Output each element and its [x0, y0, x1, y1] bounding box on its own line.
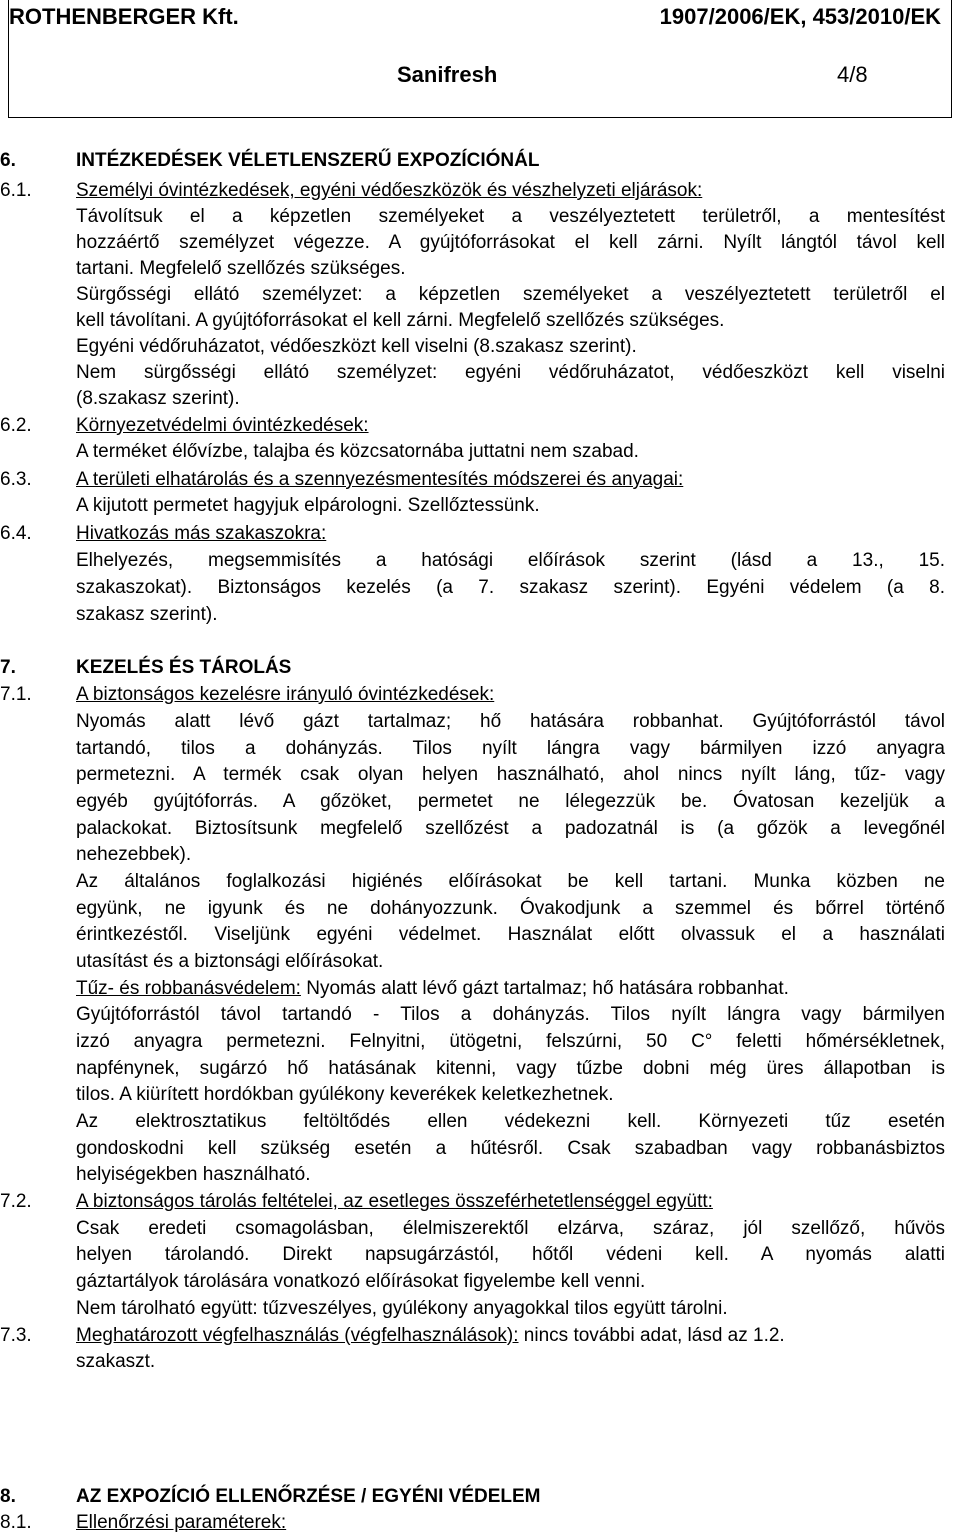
section-6-1-number: 6.1.	[0, 180, 32, 201]
section-7-title: KEZELÉS ÉS TÁROLÁS	[76, 657, 292, 678]
section-6-4-number: 6.4.	[0, 523, 32, 544]
paragraph-line: tartandó, tilos a dohányzás. Tilos nyílt lángra vagy bármilyen izzó anyagra	[76, 738, 945, 759]
paragraph-line: Az elektrosztatikus feltöltődés ellen védekezni kell. Környezeti tűz esetén	[76, 1111, 945, 1132]
section-6-2-number: 6.2.	[0, 415, 32, 436]
paragraph-line: (8.szakasz szerint).	[76, 388, 240, 409]
paragraph-line: Távolítsuk el a képzetlen személyeket a veszélyeztetett területről, a mentesítést	[76, 206, 945, 227]
paragraph-line: Sürgősségi ellátó személyzet: a képzetlen személyeket a veszélyeztetett területről el	[76, 284, 945, 305]
fire-protection-line	[76, 978, 789, 1000]
section-6-4-heading: Hivatkozás más szakaszokra:	[76, 523, 327, 544]
paragraph-line: A terméket élővízbe, talajba és közcsatornába juttatni nem szabad.	[76, 441, 639, 462]
paragraph-line: izzó anyagra permetezni. Felnyitni, ütögetni, felszúrni, 50 C° feletti hőmérsékletnek,	[76, 1031, 945, 1052]
paragraph-line: Elhelyezés, megsemmisítés a hatósági előírások szerint (lásd a 13., 15.	[76, 550, 945, 571]
paragraph-line: érintkezéstől. Viseljünk egyéni védelmet. Használat előtt olvassuk el a használati	[76, 924, 945, 945]
section-8-1-number: 8.1.	[0, 1512, 32, 1533]
regulation-reference: 1907/2006/EK, 453/2010/EK	[659, 4, 941, 29]
section-7-1-heading: A biztonságos kezelésre irányuló óvintézkedések:	[76, 684, 495, 705]
section-7-2-number: 7.2.	[0, 1191, 32, 1212]
paragraph-line: szakaszt.	[76, 1351, 156, 1372]
paragraph-line: gáztartályok tárolására vonatkozó előírásokat figyelembe kell venni.	[76, 1271, 646, 1292]
section-8-title: AZ EXPOZÍCIÓ ELLENŐRZÉSE / EGYÉNI VÉDELEM	[76, 1486, 541, 1507]
section-6-3-number: 6.3.	[0, 469, 32, 490]
section-6-title: INTÉZKEDÉSEK VÉLETLENSZERŰ EXPOZÍCIÓNÁL	[76, 150, 540, 171]
paragraph-line: együnk, ne igyunk és ne dohányozzunk. Óvakodjunk a szemmel és bőrrel történő	[76, 898, 945, 919]
paragraph-line: permetezni. A termék csak olyan helyen használható, ahol nincs nyílt láng, tűz- vagy	[76, 764, 945, 785]
paragraph-line: tartani. Megfelelő szellőzés szükséges.	[76, 258, 406, 279]
section-6-1-heading: Személyi óvintézkedések, egyéni védőeszközök és vészhelyzeti eljárások:	[76, 180, 703, 201]
paragraph-line: Nem tárolható együtt: tűzveszélyes, gyúlékony anyagokkal tilos együtt tárolni.	[76, 1298, 728, 1319]
section-7-3-text: nincs további adat, lásd az 1.2.	[518, 1325, 785, 1346]
section-7-3-heading: Meghatározott végfelhasználás (végfelhasználások):	[76, 1325, 519, 1346]
section-7-1-number: 7.1.	[0, 684, 32, 705]
section-8-number: 8.	[0, 1486, 16, 1507]
section-7-3-number: 7.3.	[0, 1325, 32, 1346]
paragraph-line: Egyéni védőruházatot, védőeszközt kell viselni (8.szakasz szerint).	[76, 336, 637, 357]
paragraph-line: napfénynek, sugárzó hő hatásának kitenni, vagy tűzbe dobni még üres állapotban is	[76, 1058, 945, 1079]
fire-protection-label: Tűz- és robbanásvédelem:	[76, 978, 301, 999]
section-7-number: 7.	[0, 657, 16, 678]
fire-protection-text: Nyomás alatt lévő gázt tartalmaz; hő hatására robbanhat.	[300, 978, 789, 999]
paragraph-line: hozzáértő személyzet végezze. A gyújtóforrásokat el kell zárni. Nyílt lángtól távol kell	[76, 232, 945, 253]
paragraph-line: tilos. A kiürített hordókban gyúlékony keverékek keletkezhetnek.	[76, 1084, 614, 1105]
paragraph-line: helyen tárolandó. Direkt napsugárzástól, hőtől védeni kell. A nyomás alatti	[76, 1244, 945, 1265]
paragraph-line: egyéb gyújtóforrás. A gőzöket, permetet ne lélegezzük be. Óvatosan kezeljük a	[76, 791, 945, 812]
section-7-2-heading: A biztonságos tárolás feltételei, az esetleges összeférhetetlenséggel együtt:	[76, 1191, 713, 1212]
page-header	[8, 0, 952, 118]
product-name: Sanifresh	[397, 62, 498, 87]
paragraph-line: palackokat. Biztosítsunk megfelelő szellőzést a padozatnál is (a gőzök a levegőnél	[76, 818, 945, 839]
paragraph-line: szakaszokat). Biztonságos kezelés (a 7. szakasz szerint). Egyéni védelem (a 8.	[76, 577, 945, 598]
paragraph-line: Az általános foglalkozási higiénés előírásokat be kell tartani. Munka közben ne	[76, 871, 945, 892]
paragraph-line: szakasz szerint).	[76, 604, 218, 625]
paragraph-line: Gyújtóforrástól távol tartandó - Tilos a dohányzás. Tilos nyílt lángra vagy bármilyen	[76, 1004, 945, 1025]
paragraph-line: kell távolítani. A gyújtóforrásokat el kell zárni. Megfelelő szellőzés szükséges.	[76, 310, 725, 331]
paragraph-line: Csak eredeti csomagolásban, élelmiszerektől elzárva, száraz, jól szellőző, hűvös	[76, 1218, 945, 1239]
paragraph-line: A kijutott permetet hagyjuk elpárologni. Szellőztessünk.	[76, 495, 540, 516]
paragraph-line: nehezebbek).	[76, 844, 192, 865]
page-number: 4/8	[837, 62, 868, 87]
company-name: ROTHENBERGER Kft.	[9, 4, 239, 29]
paragraph-line: Nyomás alatt lévő gázt tartalmaz; hő hatására robbanhat. Gyújtóforrástól távol	[76, 711, 945, 732]
paragraph-line: utasítást és a biztonsági előírásokat.	[76, 951, 384, 972]
section-6-number: 6.	[0, 150, 16, 171]
section-6-3-heading: A területi elhatárolás és a szennyezésmentesítés módszerei és anyagai:	[76, 469, 684, 490]
paragraph-line: helyiségekben használható.	[76, 1164, 311, 1185]
section-8-1-heading: Ellenőrzési paraméterek:	[76, 1512, 287, 1533]
section-6-2-heading: Környezetvédelmi óvintézkedések:	[76, 415, 369, 436]
section-7-3-line	[76, 1325, 785, 1347]
paragraph-line: Nem sürgősségi ellátó személyzet: egyéni védőruházatot, védőeszközt kell viselni	[76, 362, 945, 383]
paragraph-line: gondoskodni kell szükség esetén a hűtésről. Csak szabadban vagy robbanásbiztos	[76, 1138, 945, 1159]
